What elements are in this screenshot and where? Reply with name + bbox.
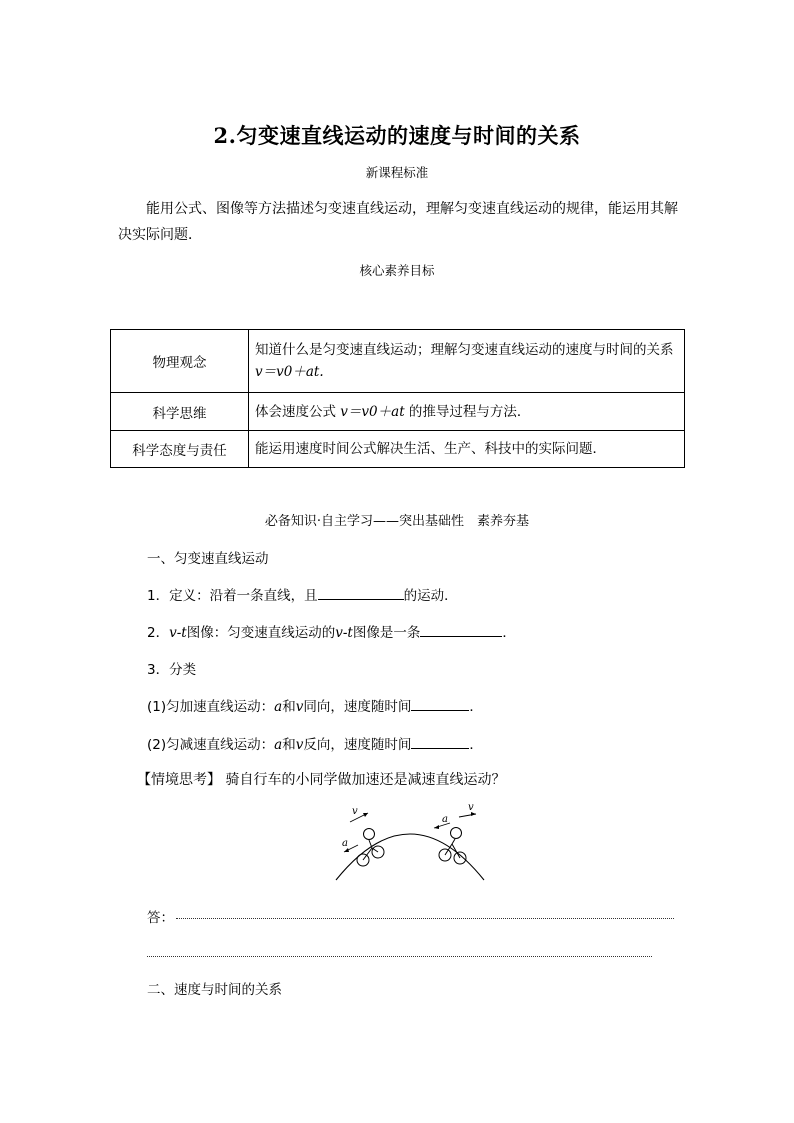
accelerate-prefix: (1)匀加速直线运动：	[147, 699, 275, 715]
table-row	[111, 330, 685, 393]
definition-prefix: 1．定义：沿着一条直线，且	[147, 588, 318, 604]
think-label: 【情境思考】	[137, 772, 221, 788]
classification-heading: 3．分类	[147, 662, 197, 678]
think-question: 骑自行车的小同学做加速还是减速直线运动？	[225, 772, 506, 788]
velocity-label: v	[468, 802, 474, 813]
table-cell-description	[249, 330, 685, 393]
decelerate-prefix: (2)匀减速直线运动：	[147, 737, 275, 753]
page-title: 2.匀变速直线运动的速度与时间的关系	[213, 123, 581, 148]
answer-blank[interactable]	[420, 622, 502, 637]
vt-label: v-t	[335, 625, 353, 641]
vt-label: v-t	[169, 625, 187, 641]
symbol-a: a	[274, 737, 283, 753]
standard-heading: 新课程标准	[365, 165, 429, 180]
literacy-heading: 核心素养目标	[359, 263, 435, 278]
vt-text: 图像：匀变速直线运动的	[186, 625, 336, 641]
vt-graph-line	[147, 621, 516, 641]
table-cell-category: 科学思维	[111, 393, 249, 431]
table-cell-category: 科学态度与责任	[111, 431, 249, 468]
vt-suffix: ．	[502, 625, 516, 641]
section-banner: 必备知识·自主学习——突出基础性 素养夯基	[264, 514, 530, 529]
answer-dotted-line[interactable]	[176, 918, 674, 919]
table-row	[111, 393, 685, 431]
arrow-head	[434, 825, 439, 829]
conjunction: 和	[282, 737, 296, 753]
table-cell-category: 物理观念	[111, 330, 249, 393]
vt-text: 图像是一条	[352, 625, 421, 641]
formula: v＝v0＋at.	[255, 364, 324, 380]
cyclist-hill-figure	[330, 800, 490, 890]
answer-blank[interactable]	[318, 585, 404, 600]
literacy-table	[110, 329, 685, 468]
section2-heading: 二、速度与时间的关系	[147, 982, 282, 998]
velocity-label: v	[352, 806, 358, 817]
decelerate-line	[147, 733, 483, 753]
symbol-a: a	[274, 699, 283, 715]
think-line	[137, 769, 505, 789]
conjunction: 和	[282, 699, 296, 715]
answer-dotted-line[interactable]	[147, 956, 652, 957]
item-number: 2．	[147, 625, 170, 641]
period: ．	[469, 737, 483, 753]
symbol-v: v	[295, 737, 304, 753]
table-row	[111, 431, 685, 468]
cyclist-right	[439, 828, 466, 865]
answer-blank[interactable]	[411, 734, 469, 749]
description-suffix: 的推导过程与方法．	[408, 403, 531, 420]
definition-suffix: 的运动．	[403, 588, 458, 604]
section1-heading: 一、匀变速直线运动	[147, 551, 269, 567]
definition-line	[147, 584, 458, 604]
accelerate-line	[147, 695, 483, 715]
answer-label: 答：	[147, 910, 174, 926]
description-text: 知道什么是匀变速直线运动；理解匀变速直线运动的速度与时间的关系	[255, 342, 674, 358]
table-cell-description	[249, 393, 685, 431]
answer-blank[interactable]	[411, 696, 469, 711]
formula: v＝v0＋at	[340, 403, 405, 420]
table-cell-description: 能运用速度时间公式解决生活、生产、科技中的实际问题．	[249, 431, 685, 468]
acceleration-label: a	[342, 838, 348, 849]
standard-text: 能用公式、图像等方法描述匀变速直线运动，理解匀变速直线运动的规律，能运用其解决实际问题．	[118, 201, 678, 243]
description-prefix: 体会速度公式	[255, 403, 336, 420]
accelerate-text: 同向，速度随时间	[303, 699, 412, 715]
period: ．	[469, 699, 483, 715]
acceleration-label: a	[442, 814, 448, 825]
symbol-v: v	[295, 699, 304, 715]
decelerate-text: 反向，速度随时间	[303, 737, 412, 753]
